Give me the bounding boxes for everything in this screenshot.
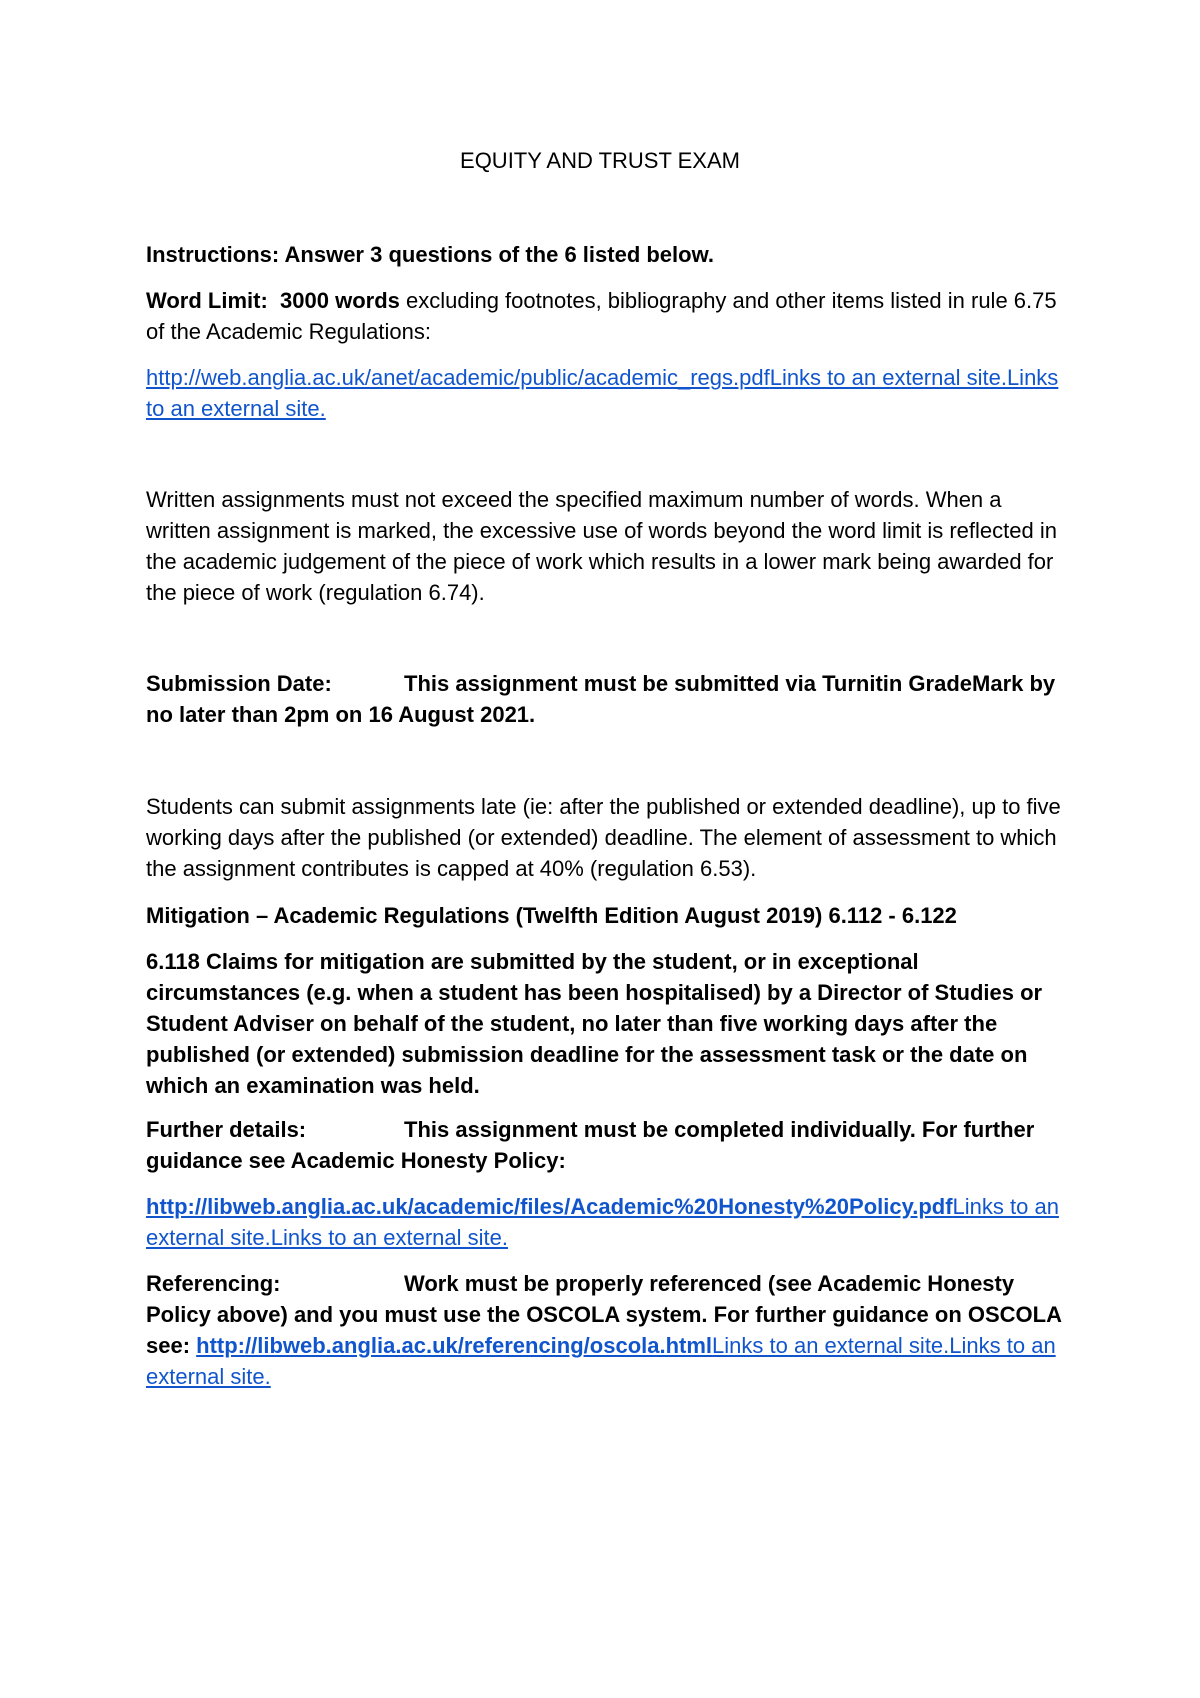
mitigation-text: 6.118 Claims for mitigation are submitted by the student, or in exceptional circumstances (e.g. when a student has been hospitalised) by a Director of Studies or Student Adviser on behalf of the student, no later than five working days after the published (or extended) submission deadline for the assessment task or the date on which an examination was held. xyxy=(146,949,1043,1098)
oscola-link[interactable]: http://libweb.anglia.ac.uk/referencing/oscola.html xyxy=(196,1333,713,1358)
regulations-link[interactable]: http://web.anglia.ac.uk/anet/academic/public/academic_regs.pdf xyxy=(146,365,770,390)
referencing xyxy=(146,1268,1066,1392)
referencing-label: Referencing: xyxy=(146,1271,281,1296)
submission-date-label: Submission Date: xyxy=(146,671,332,696)
further-details xyxy=(146,1114,1066,1176)
late-submission-paragraph: Students can submit assignments late (ie: after the published or extended deadline), up to five working days after the published (or extended) deadline. The element of assessment to which the assignment contributes is capped at 40% (regulation 6.53). xyxy=(146,794,1061,881)
word-limit xyxy=(146,285,1066,347)
word-limit-label: Word Limit: xyxy=(146,288,268,313)
word-limit-value: 3000 words xyxy=(280,288,400,313)
see-label: see: xyxy=(146,1333,197,1358)
regulations-link-paragraph xyxy=(146,362,1066,424)
further-details-text: This assignment must be completed individually. For further guidance see Academic Honesty Policy: xyxy=(146,1117,1035,1173)
submission-date-text: This assignment must be submitted via Turnitin GradeMark by no later than 2pm on 16 August 2021. xyxy=(146,671,1056,727)
instructions: Instructions: Answer 3 questions of the 6 listed below. xyxy=(146,242,715,267)
page-title: EQUITY AND TRUST EXAM xyxy=(460,148,740,173)
academic-honesty-link[interactable]: http://libweb.anglia.ac.uk/academic/files/Academic%20Honesty%20Policy.pdf xyxy=(146,1194,953,1219)
mitigation-heading: Mitigation – Academic Regulations (Twelfth Edition August 2019) 6.112 - 6.122 xyxy=(146,903,957,928)
submission-date xyxy=(146,668,1066,730)
referencing-text: Work must be properly referenced (see Academic Honesty Policy above) and you must use the OSCOLA system. For further guidance on OSCOLA xyxy=(146,1271,1062,1327)
academic-honesty-link-paragraph xyxy=(146,1191,1066,1253)
oscola-link-suffix[interactable]: Links to an external site.Links to an external site. xyxy=(146,1333,1056,1389)
written-assignments-paragraph: Written assignments must not exceed the specified maximum number of words. When a written assignment is marked, the excessive use of words beyond the word limit is reflected in the academic judgement of the piece of work which results in a lower mark being awarded for the piece of work (regulation 6.74). xyxy=(146,487,1057,605)
academic-honesty-link-suffix[interactable]: Links to an external site.Links to an external site. xyxy=(146,1194,1059,1250)
regulations-link-suffix[interactable]: Links to an external site.Links to an external site. xyxy=(146,365,1059,421)
further-details-label: Further details: xyxy=(146,1117,307,1142)
word-limit-rest: excluding footnotes, bibliography and other items listed in rule 6.75 of the Academic Regulations: xyxy=(146,288,1057,344)
